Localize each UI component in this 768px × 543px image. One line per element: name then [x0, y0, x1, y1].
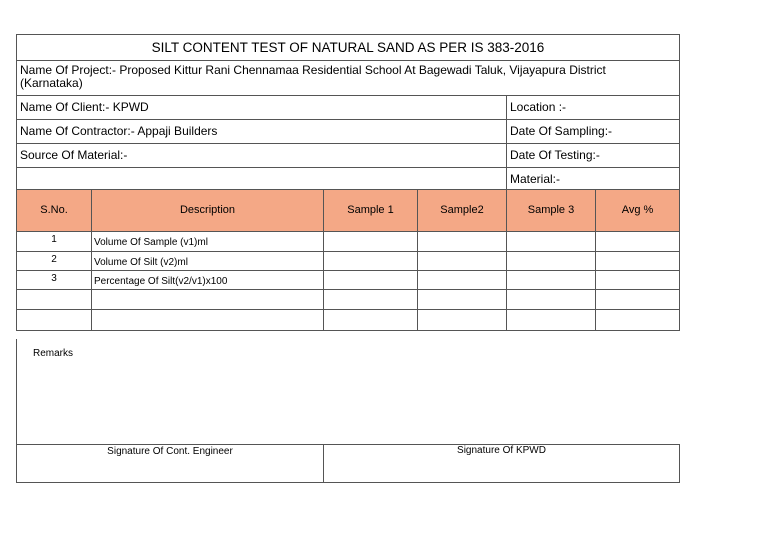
row-avg[interactable] — [595, 310, 679, 330]
row-description: Percentage Of Silt(v2/v1)x100 — [91, 271, 323, 289]
row-sno: 2 — [51, 254, 57, 265]
table-row — [16, 271, 680, 290]
row-sample-1[interactable] — [323, 252, 417, 270]
signature-kpwd: Signature Of KPWD — [323, 445, 679, 482]
date-sampling-field — [506, 120, 679, 143]
location-label: Location :- — [510, 100, 567, 114]
row-sno — [17, 290, 91, 309]
row-sample-2[interactable] — [417, 232, 506, 251]
row-sample-3[interactable] — [506, 310, 595, 330]
source-row — [16, 144, 680, 168]
contractor-name: Name Of Contractor:- Appaji Builders — [20, 124, 218, 138]
row-avg[interactable] — [595, 271, 679, 289]
row-sample-3[interactable] — [506, 252, 595, 270]
row-sample-3[interactable] — [506, 271, 595, 289]
material-row — [16, 168, 680, 190]
table-row — [16, 232, 680, 252]
material-label: Material:- — [510, 172, 561, 186]
signature-engineer: Signature Of Cont. Engineer — [107, 446, 233, 457]
date-testing-label: Date Of Testing:- — [510, 148, 600, 162]
table-header — [16, 190, 680, 232]
col-sample-3: Sample 3 — [506, 190, 595, 231]
client-name: Name Of Client:- KPWD — [20, 100, 149, 114]
client-row — [16, 96, 680, 120]
row-sample-2[interactable] — [417, 252, 506, 270]
row-sample-3[interactable] — [506, 232, 595, 251]
project-line-1: Name Of Project:- Proposed Kittur Rani Chennamaa Residential School At Bagewadi Taluk, Vijayapura District — [20, 64, 606, 77]
row-description — [91, 290, 323, 309]
signature-row — [16, 444, 680, 483]
row-sample-1[interactable] — [323, 290, 417, 309]
row-sample-1[interactable] — [323, 310, 417, 330]
row-avg[interactable] — [595, 252, 679, 270]
project-row — [16, 61, 680, 96]
table-row — [16, 310, 680, 331]
project-line-2: (Karnataka) — [20, 76, 83, 90]
material-field — [506, 168, 679, 189]
project-name — [20, 64, 679, 95]
col-sno: S.No. — [40, 204, 68, 216]
row-description: Volume Of Silt (v2)ml — [91, 252, 323, 270]
row-sample-2[interactable] — [417, 290, 506, 309]
row-sno: 3 — [51, 273, 57, 284]
row-sample-1[interactable] — [323, 271, 417, 289]
remarks-label: Remarks — [33, 348, 74, 359]
col-avg: Avg % — [595, 190, 679, 231]
row-sample-2[interactable] — [417, 310, 506, 330]
source-material: Source Of Material:- — [20, 148, 128, 162]
row-avg[interactable] — [595, 290, 679, 309]
row-description — [91, 310, 323, 330]
row-sample-2[interactable] — [417, 271, 506, 289]
row-description: Volume Of Sample (v1)ml — [91, 232, 323, 251]
remarks-section — [16, 339, 680, 444]
col-sample-1: Sample 1 — [323, 190, 417, 231]
table-row — [16, 252, 680, 271]
col-description: Description — [91, 190, 323, 231]
date-sampling-label: Date Of Sampling:- — [510, 124, 613, 138]
table-row — [16, 290, 680, 310]
row-sample-1[interactable] — [323, 232, 417, 251]
location-field — [506, 96, 679, 119]
row-avg[interactable] — [595, 232, 679, 251]
col-sample-2: Sample2 — [417, 190, 506, 231]
date-testing-field — [506, 144, 679, 167]
contractor-row — [16, 120, 680, 144]
row-sno: 1 — [51, 234, 57, 245]
row-sample-3[interactable] — [506, 290, 595, 309]
title-row — [16, 34, 680, 61]
row-sno — [17, 310, 91, 330]
page-title: SILT CONTENT TEST OF NATURAL SAND AS PER IS 383-2016 — [151, 40, 545, 55]
